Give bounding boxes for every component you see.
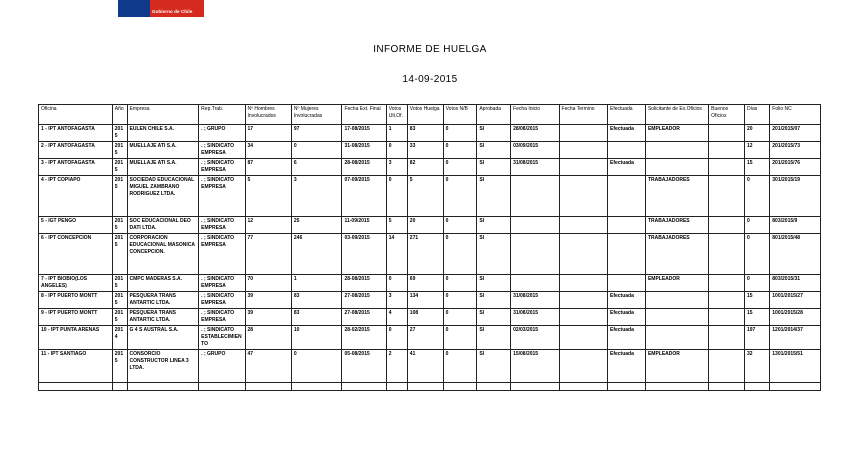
column-header: Votos Ult.Of. — [386, 105, 407, 125]
table-header-row — [39, 105, 821, 125]
table-cell: 0 — [386, 326, 407, 350]
table-cell: 10 - IPT PUNTA ARENAS — [39, 326, 113, 350]
table-cell — [559, 234, 607, 275]
table-cell: 3 — [386, 159, 407, 176]
table-cell: 301/2015/19 — [770, 176, 821, 217]
table-cell: 3 - IPT ANTOFAGASTA — [39, 159, 113, 176]
table-cell — [511, 176, 559, 217]
table-cell: 83 — [291, 292, 342, 309]
table-cell: 201/2015/73 — [770, 142, 821, 159]
table-cell: 3 — [291, 176, 342, 217]
table-cell: 0 — [443, 326, 477, 350]
table-cell: 0 — [386, 142, 407, 159]
table-row — [39, 176, 821, 217]
table-cell: . ; SINDICATO EMPRESA — [199, 159, 245, 176]
table-cell: 0 — [745, 275, 770, 292]
table-cell: . ; GRUPO — [199, 125, 245, 142]
table-cell: SI — [477, 234, 511, 275]
table-cell: 1 — [386, 125, 407, 142]
table-cell: 2 - IPT ANTOFAGASTA — [39, 142, 113, 159]
table-cell — [608, 176, 646, 217]
table-cell: 27-08/2015 — [342, 309, 386, 326]
column-header: Rep.Trab. — [199, 105, 245, 125]
table-cell: MUELLAJE ATI S.A. — [127, 142, 199, 159]
table-cell: 12 — [245, 217, 291, 234]
table-cell: 1201/2014/37 — [770, 326, 821, 350]
column-header: Oficina — [39, 105, 113, 125]
table-cell: 28/08/2015 — [511, 125, 559, 142]
table-cell: SI — [477, 326, 511, 350]
table-cell — [709, 350, 745, 383]
table-cell: 31/08/2015 — [511, 159, 559, 176]
table-cell: SOCIEDAD EDUCACIONAL MIGUEL ZAMBRANO RODRIGUEZ LTDA. — [127, 176, 199, 217]
table-cell: Efectuada — [608, 159, 646, 176]
table-cell: CORPORACION EDUCACIONAL MASONICA CONCEPCION. — [127, 234, 199, 275]
table-cell — [709, 292, 745, 309]
table-cell — [127, 383, 199, 391]
table-cell: 7 - IPT BIOBIO(LOS ANGELES) — [39, 275, 113, 292]
table-cell: 15/08/2015 — [511, 350, 559, 383]
table-cell — [645, 383, 708, 391]
column-header: Fecha Termino — [559, 105, 607, 125]
column-header: Folio NC — [770, 105, 821, 125]
table-cell — [559, 383, 607, 391]
table-cell: 02/03/2015 — [511, 326, 559, 350]
table-cell: 0 — [745, 176, 770, 217]
table-row — [39, 159, 821, 176]
table-cell: 17-08/2015 — [342, 125, 386, 142]
table-cell: 17 — [245, 125, 291, 142]
table-cell: Efectuada — [608, 350, 646, 383]
table-cell: SI — [477, 159, 511, 176]
table-row — [39, 383, 821, 391]
table-cell: 801/2015/48 — [770, 234, 821, 275]
table-cell: CMPC MADERAS S.A. — [127, 275, 199, 292]
table-cell: 0 — [443, 159, 477, 176]
table-cell: 27-08/2015 — [342, 292, 386, 309]
table-cell: SI — [477, 142, 511, 159]
table-cell — [645, 142, 708, 159]
table-cell: 2015 — [112, 142, 127, 159]
table-cell: 20 — [745, 125, 770, 142]
column-header: Solicitante de Ex.Oficios — [645, 105, 708, 125]
table-cell: 39 — [245, 309, 291, 326]
table-cell — [709, 275, 745, 292]
table-cell: 9 - IPT PUERTO MONTT — [39, 309, 113, 326]
table-cell: 4 — [386, 309, 407, 326]
table-cell: 6 — [291, 159, 342, 176]
government-logo — [118, 0, 204, 17]
table-cell: 0 — [443, 275, 477, 292]
table-cell: 07-09/2015 — [342, 176, 386, 217]
table-cell — [559, 142, 607, 159]
table-cell: EMPLEADOR — [645, 350, 708, 383]
table-cell: 246 — [291, 234, 342, 275]
table-cell: Efectuada — [608, 292, 646, 309]
table-row — [39, 309, 821, 326]
table-cell: CONSORCIO CONSTRUCTOR LINEA 3 LTDA. — [127, 350, 199, 383]
table-cell: Efectuada — [608, 326, 646, 350]
table-cell: 69 — [407, 275, 443, 292]
table-cell — [645, 159, 708, 176]
table-cell: 05-08/2015 — [342, 350, 386, 383]
column-header: Nº Mujeres Involucradas — [291, 105, 342, 125]
table-cell — [709, 159, 745, 176]
column-header: Nº Hombres Involucrados — [245, 105, 291, 125]
table-cell: 41 — [407, 350, 443, 383]
table-cell: 25 — [291, 217, 342, 234]
table-cell: 201/2015/76 — [770, 159, 821, 176]
table-cell: EULEN CHILE S.A. — [127, 125, 199, 142]
logo-text: Gobierno de Chile — [152, 9, 193, 14]
column-header: Días — [745, 105, 770, 125]
table-cell — [559, 159, 607, 176]
table-cell: 2 — [386, 350, 407, 383]
table-cell: EMPLEADOR — [645, 275, 708, 292]
table-cell: 11-09/2015 — [342, 217, 386, 234]
table-cell: SI — [477, 350, 511, 383]
table-row — [39, 125, 821, 142]
table-cell: 0 — [443, 217, 477, 234]
table-cell: 32 — [745, 350, 770, 383]
table-cell — [770, 383, 821, 391]
table-cell: 0 — [443, 176, 477, 217]
table-cell: 0 — [443, 142, 477, 159]
table-cell: 77 — [245, 234, 291, 275]
table-cell — [709, 217, 745, 234]
table-cell: 87 — [245, 159, 291, 176]
table-cell: 4 - IPT COPIAPO — [39, 176, 113, 217]
table-cell: 2015 — [112, 350, 127, 383]
table-cell — [511, 217, 559, 234]
table-cell: . ; SINDICATO EMPRESA — [199, 309, 245, 326]
table-row — [39, 350, 821, 383]
table-cell: 0 — [745, 234, 770, 275]
table-cell: 27 — [407, 326, 443, 350]
table-cell: 2015 — [112, 125, 127, 142]
table-cell: . ; GRUPO — [199, 350, 245, 383]
table-cell — [559, 176, 607, 217]
table-cell: PESQUERA TRANS ANTARTIC LTDA. — [127, 309, 199, 326]
table-cell — [559, 292, 607, 309]
column-header: Fecha Ext. Final — [342, 105, 386, 125]
table-cell: 108 — [407, 309, 443, 326]
table-cell — [709, 125, 745, 142]
column-header: Votos Huelga — [407, 105, 443, 125]
table-cell: . ; SINDICATO EMPRESA — [199, 217, 245, 234]
table-cell — [511, 234, 559, 275]
table-cell: 15 — [745, 309, 770, 326]
table-cell — [645, 309, 708, 326]
table-cell: 10 — [291, 326, 342, 350]
table-cell: SOC EDUCACIONAL DEO DATI LTDA. — [127, 217, 199, 234]
table-cell: 5 — [245, 176, 291, 217]
table-cell: 12 — [745, 142, 770, 159]
table-cell: 1001/2015/28 — [770, 309, 821, 326]
table-cell: 33 — [407, 142, 443, 159]
table-cell — [608, 217, 646, 234]
table-cell: TRABAJADORES — [645, 217, 708, 234]
table-cell: 2015 — [112, 176, 127, 217]
table-row — [39, 234, 821, 275]
column-header: Buenos Oficios — [709, 105, 745, 125]
table-cell — [112, 383, 127, 391]
table-cell — [608, 275, 646, 292]
table-cell: 28-08/2015 — [342, 159, 386, 176]
column-header: Aprobada — [477, 105, 511, 125]
table-cell: 28-08/2015 — [342, 275, 386, 292]
table-cell: TRABAJADORES — [645, 176, 708, 217]
table-cell: 2015 — [112, 292, 127, 309]
table-cell: 28-02/2015 — [342, 326, 386, 350]
table-cell: SI — [477, 176, 511, 217]
table-cell — [199, 383, 245, 391]
table-cell: 0 — [443, 234, 477, 275]
table-cell: 03-09/2015 — [342, 234, 386, 275]
table-cell: 2014 — [112, 326, 127, 350]
table-cell: TRABAJADORES — [645, 234, 708, 275]
table-row — [39, 275, 821, 292]
column-header: Empresa — [127, 105, 199, 125]
table-cell — [709, 234, 745, 275]
table-cell — [443, 383, 477, 391]
table-cell: 0 — [386, 176, 407, 217]
table-cell: 15 — [745, 159, 770, 176]
table-cell — [559, 326, 607, 350]
table-cell: 83 — [407, 125, 443, 142]
table-cell: 6 - IPT CONCEPCION — [39, 234, 113, 275]
table-body — [39, 125, 821, 391]
table-cell — [709, 326, 745, 350]
table-cell: 39 — [245, 292, 291, 309]
strike-report-table — [38, 104, 821, 391]
table-cell: 5 — [386, 217, 407, 234]
table-cell: 1301/2015/51 — [770, 350, 821, 383]
table-cell: 97 — [291, 125, 342, 142]
table-cell: 0 — [291, 350, 342, 383]
logo-blue-block — [118, 0, 150, 17]
table-cell: 0 — [443, 309, 477, 326]
table-cell: 28 — [245, 326, 291, 350]
table-cell: 3 — [386, 292, 407, 309]
table-cell: . ; SINDICATO EMPRESA — [199, 176, 245, 217]
table-cell: 1 - IPT ANTOFAGASTA — [39, 125, 113, 142]
table-cell: 5 — [407, 176, 443, 217]
table-cell — [709, 142, 745, 159]
table-cell: 15 — [745, 292, 770, 309]
table-cell — [608, 234, 646, 275]
column-header: Fecha Inicio — [511, 105, 559, 125]
table-cell: 03/09/2015 — [511, 142, 559, 159]
table-cell: 0 — [386, 275, 407, 292]
table-cell: 11 - IPT SANTIAGO — [39, 350, 113, 383]
table-cell: 2015 — [112, 309, 127, 326]
report-title: INFORME DE HUELGA — [373, 44, 487, 55]
table-cell: MUELLAJE ATI S.A. — [127, 159, 199, 176]
table-cell: 83 — [291, 309, 342, 326]
table-cell: 82 — [407, 159, 443, 176]
table-cell — [645, 326, 708, 350]
table-cell — [559, 125, 607, 142]
table-cell: 47 — [245, 350, 291, 383]
table-cell: 0 — [443, 125, 477, 142]
table-cell — [709, 383, 745, 391]
table-cell — [645, 292, 708, 309]
table-cell: 2015 — [112, 217, 127, 234]
table-cell: . ; SINDICATO EMPRESA — [199, 275, 245, 292]
table-cell: 2015 — [112, 275, 127, 292]
table-cell — [709, 176, 745, 217]
column-header: Efectuada — [608, 105, 646, 125]
table-row — [39, 326, 821, 350]
table-cell: PESQUERA TRANS ANTARTIC LTDA. — [127, 292, 199, 309]
table-cell: SI — [477, 125, 511, 142]
table-cell — [559, 275, 607, 292]
column-header: Votos N/B — [443, 105, 477, 125]
table-cell — [245, 383, 291, 391]
table-cell — [511, 275, 559, 292]
table-cell: . ; SINDICATO EMPRESA — [199, 292, 245, 309]
table-cell: 31/08/2015 — [511, 292, 559, 309]
table-cell — [709, 309, 745, 326]
table-cell — [559, 309, 607, 326]
table-cell — [745, 383, 770, 391]
table-cell: 70 — [245, 275, 291, 292]
table-cell: 0 — [745, 217, 770, 234]
table-cell: 14 — [386, 234, 407, 275]
table-cell: EMPLEADOR — [645, 125, 708, 142]
table-cell: 0 — [291, 142, 342, 159]
report-date: 14-09-2015 — [402, 74, 458, 85]
table-cell: 201/2015/07 — [770, 125, 821, 142]
table-cell — [559, 217, 607, 234]
table-cell: 5 - IGT PENGO — [39, 217, 113, 234]
table-cell: . ; SINDICATO EMPRESA — [199, 234, 245, 275]
table-cell: Efectuada — [608, 125, 646, 142]
table-cell: SI — [477, 292, 511, 309]
table-row — [39, 217, 821, 234]
table-cell — [559, 350, 607, 383]
table-cell — [342, 383, 386, 391]
table-cell: 197 — [745, 326, 770, 350]
table-cell: 31-08/2015 — [342, 142, 386, 159]
table-cell: 8 - IPT PUERTO MONTT — [39, 292, 113, 309]
table-cell: . ; SINDICATO EMPRESA — [199, 142, 245, 159]
table-cell: G 4 S AUSTRAL S.A. — [127, 326, 199, 350]
table-cell: 134 — [407, 292, 443, 309]
column-header: Año — [112, 105, 127, 125]
table-cell — [511, 383, 559, 391]
table-cell — [608, 383, 646, 391]
table-cell: 2015 — [112, 234, 127, 275]
table-cell: 31/08/2015 — [511, 309, 559, 326]
table-cell: 1 — [291, 275, 342, 292]
table-cell: SI — [477, 217, 511, 234]
table-cell: 1001/2015/27 — [770, 292, 821, 309]
table-cell: 34 — [245, 142, 291, 159]
table-cell: SI — [477, 275, 511, 292]
table-cell — [291, 383, 342, 391]
table-cell — [39, 383, 113, 391]
table-cell — [608, 142, 646, 159]
table-row — [39, 292, 821, 309]
table-cell: SI — [477, 309, 511, 326]
table-cell: 803/2015/31 — [770, 275, 821, 292]
table-cell: 0 — [443, 350, 477, 383]
table-cell: 0 — [443, 292, 477, 309]
table-cell: 2015 — [112, 159, 127, 176]
table-cell: 803/2015/9 — [770, 217, 821, 234]
table-cell — [477, 383, 511, 391]
table-cell — [386, 383, 407, 391]
table-cell: 271 — [407, 234, 443, 275]
table-cell: . ; SINDICATO ESTABLECIMIENTO — [199, 326, 245, 350]
table-row — [39, 142, 821, 159]
table-cell: Efectuada — [608, 309, 646, 326]
table-cell: 20 — [407, 217, 443, 234]
table-cell — [407, 383, 443, 391]
